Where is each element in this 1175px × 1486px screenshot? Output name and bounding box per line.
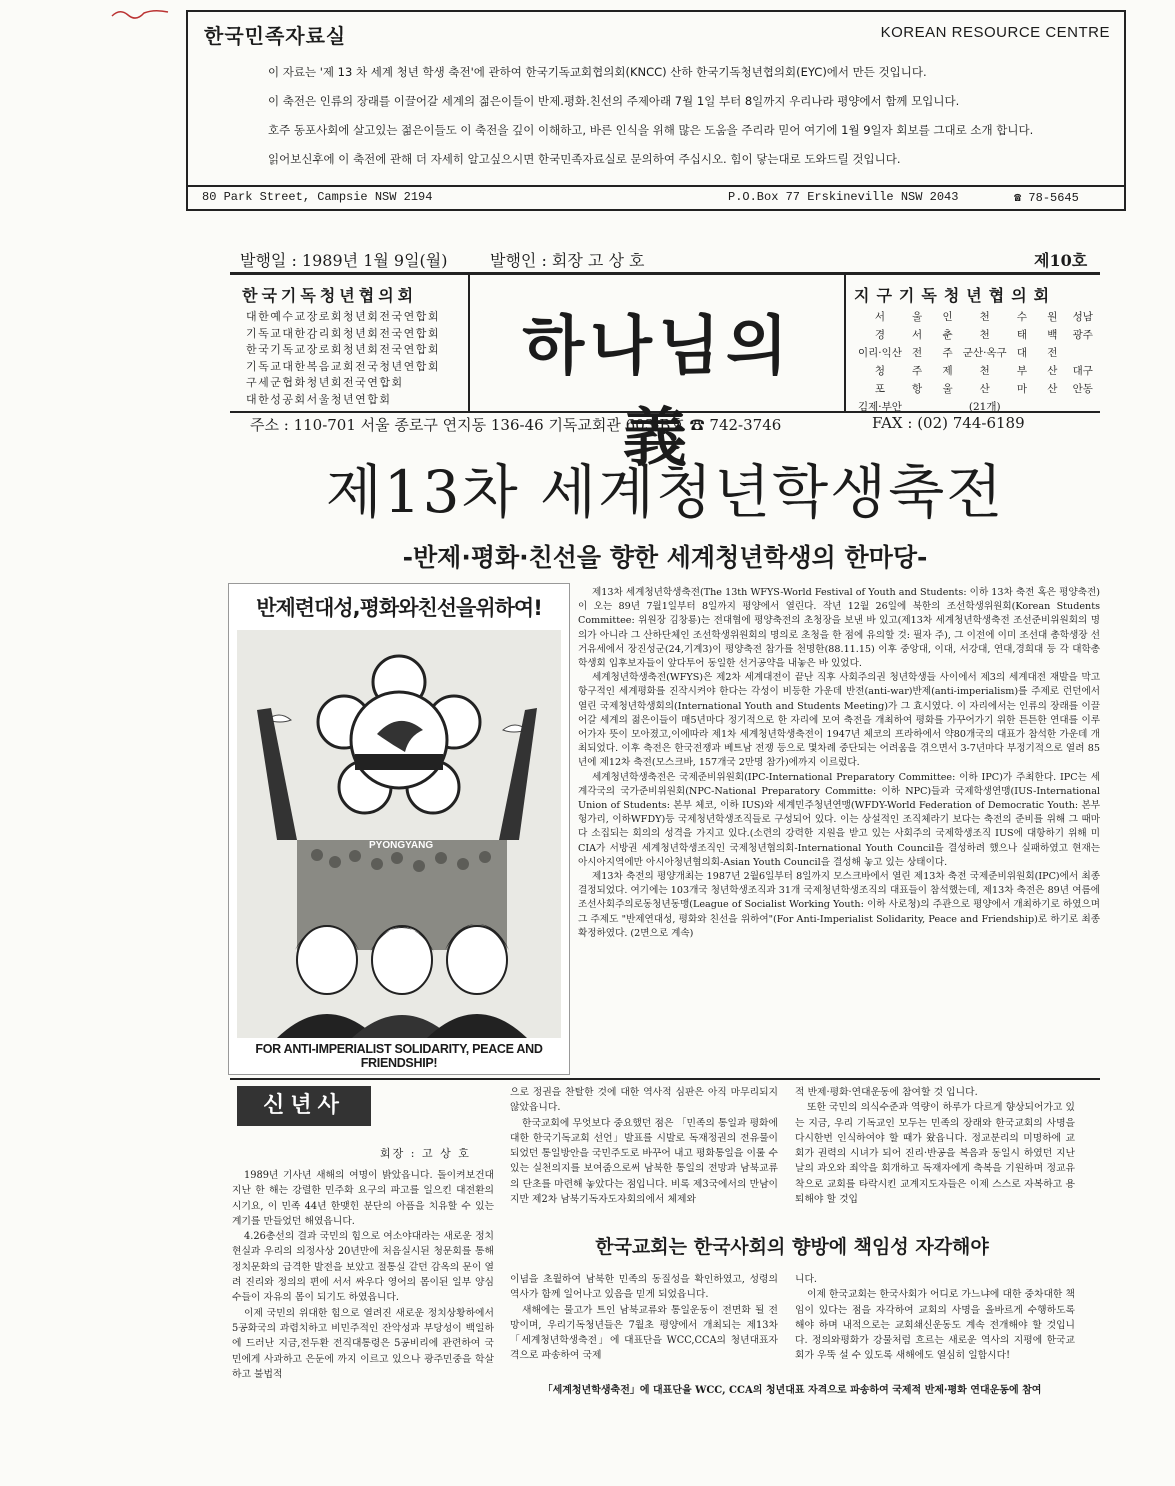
region-item: 울 bbox=[912, 311, 923, 323]
region-item: 천 bbox=[979, 329, 990, 341]
new-year-column-2 bbox=[510, 1085, 778, 1207]
phone-number: ☎ 78-5645 bbox=[1014, 191, 1079, 205]
article-paragraph: 세계청년학생축전은 국제준비위원회(IPC-International Preparatory Committee: 이하 IPC)가 주최한다. IPC는 세계각국의 국가준비위원회(NPC-National Preparatory Committe: 이하 NPC)들과 국제학생연맹(IUS-International Union of Students: 본부 체코, 이하 IUS)와 세계민주청년연맹(WFDY-World Federation of Democratic Youth: 본부 헝가리, 이하WFDY)등 국제청년학생조직들로 구성되어 있다. 이는 상설적인 조직체라기 보다는 축전의 준비를 위해 그 때마다 소집되는 회의의 성격을 가지고 있다.(소련의 강력한 지원을 받고 있는 사회주의 국제학생조직 IUS에 대항하기 위해 미 CIA가 서방권 세계청년학생조직인 국제청년협의회-International Youth Council을 결성하려 했으나 실패하였고 현재는 아시아지역에만 아시아청년협의회-Asian Youth Council을 결성해 놓고 있는 상태이다. bbox=[578, 771, 1100, 868]
region-item: 성남 bbox=[1072, 311, 1093, 323]
column-paragraph: 한국교회에 무엇보다 중요했던 점은 「민족의 통일과 평화에 대한 한국기독교회 선언」발표를 시발로 독재정권의 전유물이 되었던 통일방안을 국민주도로 바꾸어 내고 평화통일을 이룰 수 있는 실천의지를 보여줌으로써 남북한 통일의 전망과 남북교류의 단초를 마련해 놓았다는 점입니다. 비록 제3국에서의 만남이지만 제2차 남북기독자도자회의에서 체제와 bbox=[510, 1117, 778, 1206]
fax-number: FAX : (02) 744-6189 bbox=[872, 414, 1025, 432]
region-item: 서 bbox=[912, 329, 923, 341]
note-line: 이 자료는 '제 13 차 세계 청년 학생 축전'에 관하여 한국기독교회협의회(KNCC) 산하 한국기독청년협의회(EYC)에서 만든 것입니다. bbox=[268, 65, 927, 79]
delegation-caption: 「세계청년학생축전」에 대표단을 WCC, CCA의 청년대표 자격으로 파송하여 국제적 반제·평화 연대운동에 참여 bbox=[542, 1385, 1042, 1396]
article-paragraph: 제13차 세계청년학생축전(The 13th WFYS-World Festival of Youth and Students: 이하 13차 축전 혹은 평양축전)이 오는 89년 7월1일부터 8일까지 평양에서 열린다. 작년 12월 26일에 북한의 조선학생위원회(Korean Students Committee: 위원장 김창룡)는 전대협에 평양축전의 초청장을 보낸 바 있고(제13차 세계청년학생축전 조선준비위원회의 명의가 아니라 그 산하단체인 조선학생위원회의 명의로 초청을 한 점에 유의할 것: 필자 주), 그 이전에 이미 조선대 총학생장 선거유세에서 장진성군(24,기계3)이 평양축전 참가를 천명한(88.11.15) 이후 중앙대, 이대, 서강대, 연대,경희대 등 각 대학총학생회 입후보자들이 앞다투어 동일한 선거공약을 내놓은 바 있었다. bbox=[578, 587, 1100, 670]
column-paragraph: 이제 국민의 위대한 힘으로 열려진 새로운 정치상황하에서 5공화국의 과렴치하고 비민주적인 잔악성과 부당성이 백일하에 드러난 지금,전두환 전직대통령은 5공비리에 관련하여 국민에게 사과하고 은둔에 까지 이르고 있으나 광주민중을 학살하고 불법적 bbox=[232, 1307, 494, 1380]
new-year-column-1 bbox=[232, 1168, 494, 1382]
new-year-column-2-continued bbox=[510, 1272, 778, 1364]
member-organizations-box bbox=[230, 275, 470, 411]
region-item: 제 bbox=[942, 365, 953, 377]
poster-slogan: FOR ANTI-IMPERIALIST SOLIDARITY, PEACE AND FRIENDSHIP! bbox=[255, 1042, 543, 1070]
column-paragraph: 또한 국민의 의식수준과 역량이 하루가 다르게 향상되어가고 있는 지금, 우리 기독교인 모두는 민족의 장래와 한국교회의 사명을 다시한번 인식하여야 할 때가 왔읍니다. 정교분리의 미명하에 교회가 권력의 시녀가 되어 진리·반공을 복음과 동일시 하였던 지난날의 과오와 죄악을 회개하고 독재자에게 축복을 기원하며 정교유착으로 교회를 타락시킨 교계지도자들은 이제 스스로 자복하고 용퇴해야 할 것입 bbox=[795, 1102, 1075, 1206]
member-organizations-list bbox=[246, 309, 440, 408]
regional-councils-box bbox=[844, 275, 1102, 411]
newsletter-title: 하나님의 義 bbox=[522, 310, 794, 476]
organization-item: 대한예수교장로회청년회전국연합회 bbox=[246, 310, 441, 323]
column-paragraph: 이제 한국교회는 한국사회가 어디로 가느냐에 대한 중차대한 책임이 있다는 점을 자각하여 교회의 사명을 올바르게 수행하도록 해야 하며 내적으로는 교회쇄신운동도 계속 전개해야 할 것입니다. 정의와평화가 강물처럼 흐르는 새로운 역사의 지평에 한국교회가 우뚝 설 수 있도록 새해에도 열심히 일합시다! bbox=[795, 1289, 1075, 1362]
region-item: 광주 bbox=[1072, 329, 1093, 341]
region-item: 마 bbox=[1016, 383, 1027, 395]
region-item bbox=[932, 399, 962, 414]
resource-centre-name-korean: 한국민족자료실 bbox=[204, 24, 347, 48]
article-paragraph: 세계청년학생축전(WFYS)은 제2차 세계대전이 끝난 직후 사회주의권 청년학생들 사이에서 제3의 세계대전 재발을 막고 항구적인 세계평화를 진작시켜야 한다는 각성이 비등한 가운데 반전(anti-war)반제(anti-imperialism)를 주제로 런던에서 열린 국제청년학생회의(International Youth and Students Meeting)가 그 효시였다. 이 자리에서는 인류의 장래를 이끌어갈 세계의 젊은이들이 매5년마다 정기적으로 한 자리에 모여 축전을 개최하여 평화를 가꾸어가기 위한 튼튼한 연대를 이루어가자 뜻이 모아졌고,이에따라 제1차 세계청년학생축전이 1947년 체코의 프라하에서 약80개국의 대표가 참석한 가운데 개최되었다. 이후 축전은 한국전쟁과 베트남 전쟁 등으로 몇차례 중단되는 어려움을 겪으면서 3-7년마다 부정기적으로 열려 85년에 제12차 축전(모스크바, 157개국 2만명 참가)에까지 이르렀다. bbox=[578, 672, 1100, 769]
main-headline: 제13차 세계청년학생축전 bbox=[325, 458, 1005, 526]
region-item: 주 bbox=[942, 347, 953, 359]
section-divider bbox=[230, 1078, 1100, 1080]
organization-item: 구세군협화청년회전국연합회 bbox=[246, 376, 404, 389]
issue-number: 제10호 bbox=[1034, 251, 1088, 270]
region-item: 대구 bbox=[1072, 365, 1093, 377]
region-item: 원 bbox=[1047, 311, 1058, 323]
sub-headline: -반제·평화·친선을 향한 세계청년학생의 한마당- bbox=[402, 543, 928, 572]
region-item: 경 bbox=[874, 329, 886, 341]
festival-article bbox=[578, 586, 1100, 941]
region-item: 주 bbox=[912, 365, 923, 377]
resource-centre-box bbox=[186, 10, 1126, 211]
church-responsibility-headline: 한국교회는 한국사회의 향방에 책임성 자각해야 bbox=[595, 1236, 989, 1258]
member-organizations-title: 한국기독청년협의회 bbox=[242, 286, 418, 305]
column-paragraph: 1989년 기사년 새해의 여명이 밝았읍니다. 돌이켜보건대 지난 한 해는 강렬한 민주화 요구의 파고를 일으킨 대전환의 시기요, 이 민족 44년 한맺힌 분단의 아픔을 치유할 수 있는 계기를 만들었던 해였읍니다. bbox=[232, 1170, 494, 1227]
poster-banner-text: 반제련대성,평화와친선을위하여! bbox=[256, 596, 542, 620]
organization-item: 기독교대한복음교회전국청년연합회 bbox=[246, 359, 441, 373]
poster-illustration bbox=[237, 630, 561, 1038]
region-item: 부 bbox=[1016, 365, 1027, 377]
region-item bbox=[1037, 399, 1067, 414]
region-item: 군산·옥구 bbox=[962, 347, 1007, 359]
region-item: 산 bbox=[1047, 365, 1058, 377]
region-item: 산 bbox=[1047, 383, 1058, 395]
organization-item: 기독교대한감리회청년회전국연합회 bbox=[246, 326, 441, 340]
region-item: 수 bbox=[1016, 311, 1027, 323]
poster-city-label: PYONGYANG bbox=[369, 840, 434, 851]
column-paragraph: 적 반제·평화·연대운동에 참여할 것 입니다. bbox=[795, 1087, 978, 1098]
column-paragraph: 으로 정권을 찬탈한 것에 대한 역사적 심판은 아직 마무리되지 않았읍니다. bbox=[510, 1087, 778, 1114]
region-item: 춘 bbox=[942, 329, 953, 341]
region-item: 산 bbox=[979, 383, 990, 395]
region-item bbox=[1068, 345, 1098, 360]
note-line: 읽어보신후에 이 축전에 관해 더 자세히 알고싶으시면 한국민족자료실로 문의하여 주십시오. 힘이 닿는대로 도와드릴 것입니다. bbox=[268, 152, 901, 166]
new-year-column-3-continued bbox=[795, 1272, 1075, 1364]
column-paragraph: 니다. bbox=[795, 1274, 818, 1285]
column-paragraph: 이념을 초월하여 남북한 민족의 동질성을 확인하였고, 성령의 역사가 함께 일어나고 있음을 믿게 되었읍니다. bbox=[510, 1274, 778, 1301]
regional-councils-title: 지구기독청년협의회 bbox=[854, 286, 1057, 305]
region-item: 전 bbox=[912, 347, 923, 359]
article-paragraph: 제13차 축전의 평양개최는 1987년 2월6일부터 8일까지 모스크바에서 열린 제13차 축전 국제준비위원회(IPC)에서 최종 결정되었다. 여기에는 103개국 청년학생조직과 31개 국제청년학생조직의 대표들이 참석했는데, 제13차 축전은 89년 여름에 조선사회주의로동청년동맹(League of Socialist Working Youth: 이하 사로청)의 주관으로 평양에서 개최하기로 하였으며 그 주제도 "반제연대성, 평화와 친선을 위하여"(For Anti-Imperialist Solidarity, Peace and Friendship)로 하기로 최종확정하였다. (2면으로 계속) bbox=[578, 871, 1100, 939]
region-item: 전 bbox=[1047, 347, 1058, 359]
region-item: 항 bbox=[912, 383, 923, 395]
region-item: 울 bbox=[942, 383, 953, 395]
region-item: 김제·부안 bbox=[858, 401, 902, 413]
region-item: (21개) bbox=[968, 401, 1001, 413]
issue-publisher: 발행인 : 회장 고 상 호 bbox=[490, 251, 645, 270]
region-item bbox=[1007, 399, 1037, 414]
region-item: 서 bbox=[874, 311, 886, 323]
festival-poster bbox=[228, 583, 570, 1075]
resource-centre-name-english: KOREAN RESOURCE CENTRE bbox=[880, 24, 1110, 41]
region-item: 천 bbox=[979, 311, 990, 323]
region-item: 인 bbox=[942, 311, 953, 323]
region-item: 청 bbox=[874, 365, 886, 377]
region-item: 포 bbox=[874, 383, 886, 395]
new-year-address-title: 신년사 bbox=[237, 1086, 371, 1126]
resource-centre-notes bbox=[268, 62, 1108, 178]
street-address: 80 Park Street, Campsie NSW 2194 bbox=[202, 190, 433, 204]
po-box: P.O.Box 77 Erskineville NSW 2043 bbox=[728, 190, 959, 204]
regional-councils-grid bbox=[858, 309, 1098, 414]
region-item: 이리·익산 bbox=[858, 347, 902, 359]
issue-date: 발행일 : 1989년 1월 9일(월) bbox=[240, 251, 448, 270]
region-item bbox=[902, 399, 932, 414]
pen-scribble-mark bbox=[110, 6, 170, 20]
note-line: 호주 동포사회에 살고있는 젊은이들도 이 축전을 깊이 이해하고, 바른 인식을 위해 많은 도움을 주리라 믿어 여기에 1월 9일자 회보를 그대로 소개 합니다. bbox=[268, 123, 1034, 137]
resource-centre-footer bbox=[188, 185, 1124, 209]
organization-item: 대한성공회서울청년연합회 bbox=[246, 392, 392, 406]
new-year-address-author: 회장 : 고 상 호 bbox=[380, 1147, 471, 1160]
region-item bbox=[1068, 399, 1098, 414]
organization-item: 한국기독교장로회청년회전국연합회 bbox=[246, 343, 441, 356]
column-paragraph: 4.26총선의 결과 국민의 힘으로 여소야대라는 새로운 정치현실과 우리의 의정사상 20년만에 처음실시된 청문회를 통해 정치문화의 급격한 발전을 보았고 절통실 같던 감옥의 문이 열려 진리와 정의의 편에 서서 싸우다 영어의 몸이된 일부 양심수들이 자유의 몸이 되기도 하였읍니다. bbox=[232, 1231, 494, 1304]
new-year-column-3 bbox=[795, 1085, 1075, 1207]
column-paragraph: 새해에는 물고가 트인 남북교류와 통일운동이 전면화 될 전망이며, 우리기독청년들은 7월초 평양에서 개최되는 제13차「세계청년학생축전」에 대표단을 WCC,CCA의 청년대표자격으로 파송하여 국제 bbox=[510, 1304, 778, 1362]
region-item: 대 bbox=[1016, 347, 1027, 359]
region-item: 백 bbox=[1047, 329, 1058, 341]
note-line: 이 축전은 인류의 장래를 이끌어갈 세계의 젊은이들이 반제.평화.친선의 주제아래 7월 1일 부터 8일까지 우리나라 평양에서 함께 모입니다. bbox=[268, 94, 960, 108]
region-item: 태 bbox=[1016, 329, 1027, 341]
region-item: 안동 bbox=[1072, 383, 1093, 395]
region-item: 천 bbox=[979, 365, 990, 377]
office-address: 주소 : 110-701 서울 종로구 연지동 136-46 기독교회관 603-B호 ☎ 742-3746 bbox=[250, 416, 782, 434]
